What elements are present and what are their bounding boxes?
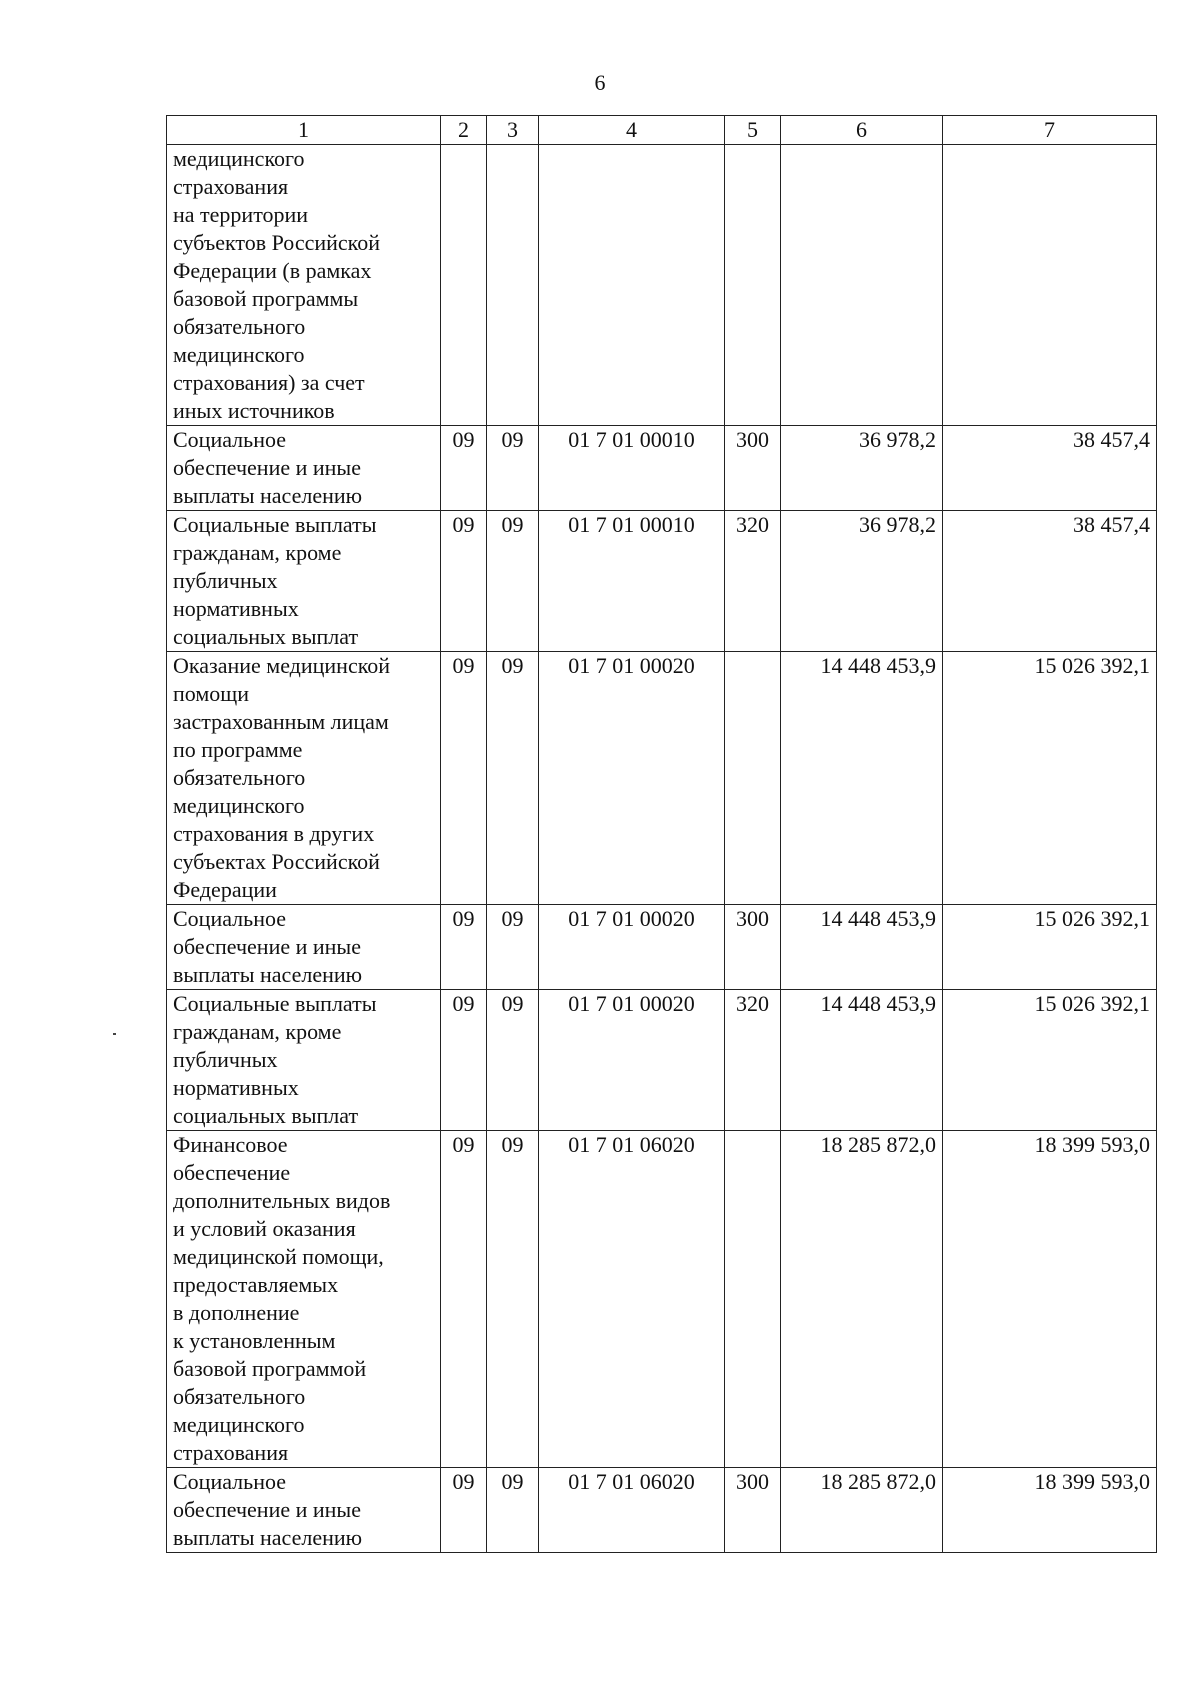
target-article-cell: 01 7 01 06020 (539, 1468, 725, 1553)
section-cell: 09 (441, 905, 487, 990)
target-article-cell: 01 7 01 00020 (539, 990, 725, 1131)
row-name-line: медицинского (173, 793, 305, 818)
row-name-line: обеспечение и иные (173, 934, 361, 959)
row-name-line: Финансовое (173, 1132, 288, 1157)
row-name-line: Федерации (в рамках (173, 258, 372, 283)
amount-year1-cell: 18 285 872,0 (781, 1131, 943, 1468)
table-row (167, 1468, 1157, 1553)
row-name-line: обеспечение (173, 1160, 291, 1185)
expense-type-cell: 300 (725, 905, 781, 990)
target-article-cell: 01 7 01 00020 (539, 652, 725, 905)
row-name-line: обязательного (173, 314, 306, 339)
scan-speck (113, 1033, 116, 1035)
row-name-line: субъектов Российской (173, 230, 381, 255)
section-cell (441, 145, 487, 426)
amount-year2-cell (943, 145, 1157, 426)
amount-year1-cell: 18 285 872,0 (781, 1468, 943, 1553)
subsection-cell: 09 (487, 652, 539, 905)
row-name-line: выплаты населению (173, 962, 363, 987)
amount-year1-cell: 14 448 453,9 (781, 990, 943, 1131)
row-name-line: социальных выплат (173, 624, 359, 649)
row-name-line: иных источников (173, 398, 335, 423)
amount-year1-cell: 14 448 453,9 (781, 905, 943, 990)
header-col-7: 7 (943, 116, 1157, 145)
amount-year1-cell: 36 978,2 (781, 511, 943, 652)
header-row (167, 116, 1157, 145)
expense-type-cell (725, 652, 781, 905)
target-article-cell: 01 7 01 06020 (539, 1131, 725, 1468)
expense-type-cell: 320 (725, 990, 781, 1131)
table-row (167, 511, 1157, 652)
row-name-line: базовой программы (173, 286, 359, 311)
expense-type-cell (725, 1131, 781, 1468)
page-number: 6 (594, 70, 606, 95)
row-name-line: публичных (173, 1047, 278, 1072)
row-name-line: медицинской помощи, (173, 1244, 384, 1269)
budget-table (166, 115, 1157, 1553)
amount-year2-cell: 15 026 392,1 (943, 905, 1157, 990)
section-cell: 09 (441, 511, 487, 652)
table-row (167, 145, 1157, 426)
amount-year2-cell: 18 399 593,0 (943, 1468, 1157, 1553)
row-name-cell (167, 426, 441, 511)
row-name-cell (167, 1131, 441, 1468)
target-article-cell: 01 7 01 00010 (539, 511, 725, 652)
row-name-line: обязательного (173, 1384, 306, 1409)
row-name-line: нормативных (173, 596, 299, 621)
row-name-line: Социальные выплаты (173, 512, 377, 537)
row-name-line: обеспечение и иные (173, 455, 361, 480)
row-name-line: Социальное (173, 906, 286, 931)
section-cell: 09 (441, 426, 487, 511)
row-name-line: гражданам, кроме (173, 540, 342, 565)
target-article-cell: 01 7 01 00010 (539, 426, 725, 511)
row-name-line: страхования (173, 174, 289, 199)
row-name-line: медицинского (173, 342, 305, 367)
subsection-cell: 09 (487, 1131, 539, 1468)
row-name-line: страхования) за счет (173, 370, 365, 395)
expense-type-cell: 300 (725, 426, 781, 511)
amount-year2-cell: 38 457,4 (943, 426, 1157, 511)
row-name-line: дополнительных видов (173, 1188, 391, 1213)
table-row (167, 426, 1157, 511)
expense-type-cell: 300 (725, 1468, 781, 1553)
row-name-line: Социальные выплаты (173, 991, 377, 1016)
row-name-line: базовой программой (173, 1356, 367, 1381)
section-cell: 09 (441, 1131, 487, 1468)
row-name-line: по программе (173, 737, 303, 762)
row-name-cell (167, 652, 441, 905)
amount-year1-cell: 14 448 453,9 (781, 652, 943, 905)
section-cell: 09 (441, 1468, 487, 1553)
row-name-cell (167, 511, 441, 652)
row-name-line: выплаты населению (173, 483, 363, 508)
row-name-line: к установленным (173, 1328, 336, 1353)
amount-year2-cell: 18 399 593,0 (943, 1131, 1157, 1468)
subsection-cell: 09 (487, 990, 539, 1131)
row-name-line: обязательного (173, 765, 306, 790)
expense-type-cell: 320 (725, 511, 781, 652)
row-name-cell (167, 905, 441, 990)
row-name-line: Оказание медицинской (173, 653, 391, 678)
header-col-4: 4 (539, 116, 725, 145)
row-name-line: нормативных (173, 1075, 299, 1100)
header-col-5: 5 (725, 116, 781, 145)
row-name-line: социальных выплат (173, 1103, 359, 1128)
row-name-line: на территории (173, 202, 309, 227)
table-body (167, 145, 1157, 1553)
row-name-line: выплаты населению (173, 1525, 363, 1550)
row-name-line: помощи (173, 681, 249, 706)
header-col-3: 3 (487, 116, 539, 145)
subsection-cell: 09 (487, 1468, 539, 1553)
row-name-cell (167, 145, 441, 426)
row-name-line: застрахованным лицам (173, 709, 389, 734)
table-row (167, 990, 1157, 1131)
table-row (167, 652, 1157, 905)
row-name-line: субъектах Российской (173, 849, 380, 874)
target-article-cell: 01 7 01 00020 (539, 905, 725, 990)
row-name-line: в дополнение (173, 1300, 300, 1325)
row-name-line: страхования (173, 1440, 289, 1465)
header-col-6: 6 (781, 116, 943, 145)
subsection-cell: 09 (487, 905, 539, 990)
subsection-cell: 09 (487, 426, 539, 511)
row-name-line: Социальное (173, 427, 286, 452)
row-name-line: предоставляемых (173, 1272, 339, 1297)
row-name-line: публичных (173, 568, 278, 593)
target-article-cell (539, 145, 725, 426)
row-name-line: медицинского (173, 146, 305, 171)
amount-year2-cell: 15 026 392,1 (943, 990, 1157, 1131)
row-name-line: обеспечение и иные (173, 1497, 361, 1522)
header-col-2: 2 (441, 116, 487, 145)
row-name-line: гражданам, кроме (173, 1019, 342, 1044)
subsection-cell (487, 145, 539, 426)
header-col-1: 1 (167, 116, 441, 145)
row-name-line: и условий оказания (173, 1216, 356, 1241)
amount-year2-cell: 15 026 392,1 (943, 652, 1157, 905)
expense-type-cell (725, 145, 781, 426)
table-row (167, 905, 1157, 990)
row-name-line: медицинского (173, 1412, 305, 1437)
row-name-cell (167, 1468, 441, 1553)
table-row (167, 1131, 1157, 1468)
amount-year2-cell: 38 457,4 (943, 511, 1157, 652)
amount-year1-cell (781, 145, 943, 426)
row-name-line: Федерации (173, 877, 277, 902)
subsection-cell: 09 (487, 511, 539, 652)
row-name-line: Социальное (173, 1469, 286, 1494)
row-name-line: страхования в других (173, 821, 375, 846)
section-cell: 09 (441, 652, 487, 905)
amount-year1-cell: 36 978,2 (781, 426, 943, 511)
row-name-cell (167, 990, 441, 1131)
section-cell: 09 (441, 990, 487, 1131)
